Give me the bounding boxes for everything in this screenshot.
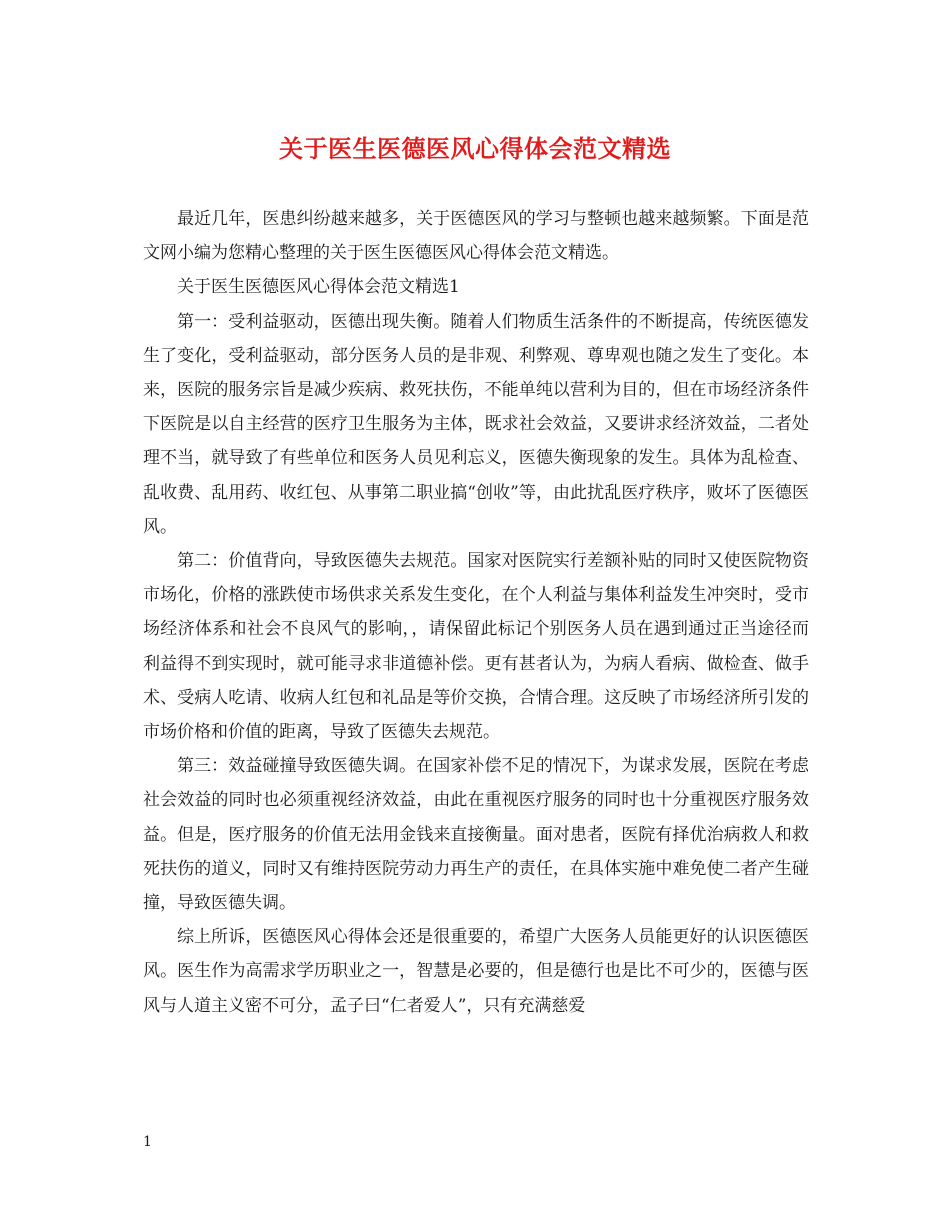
section-heading: 关于医生医德医风心得体会范文精选1 [177,277,460,298]
intro-paragraph: 最近几年，医患纠纷越来越多，关于医德医风的学习与整顿也越来越频繁。下面是范文网小编为您精心整理的关于医生医德医风心得体会范文精选。 [143,209,809,264]
paragraph-summary: 综上所诉，医德医风心得体会还是很重要的，希望广大医务人员能更好的认识医德医风。医生作为高需求学历职业之一，智慧是必要的，但是德行也是比不可少的，医德与医风与人道主义密不可分，孟子曰“仁者爱人”，只有充满慈爱 [143,927,809,1016]
paragraph-point-three: 第三：效益碰撞导致医德失调。在国家补偿不足的情况下，为谋求发展，医院在考虑社会效益的同时也必须重视经济效益，由此在重视医疗服务的同时也十分重视医疗服务效益。但是，医疗服务的价值无法用金钱来直接衡量。面对患者，医院有择优治病救人和救死扶伤的道义，同时又有维持医院劳动力再生产的责任，在具体实施中难免使二者产生碰撞，导致医德失调。 [143,756,809,914]
paragraph-point-one: 第一：受利益驱动，医德出现失衡。随着人们物质生活条件的不断提高，传统医德发生了变化，受利益驱动，部分医务人员的是非观、利弊观、尊卑观也随之发生了变化。本来，医院的服务宗旨是减少疾病、救死扶伤，不能单纯以营利为目的，但在市场经济条件下医院是以自主经营的医疗卫生服务为主体，既求社会效益，又要讲求经济效益，二者处理不当，就导致了有些单位和医务人员见利忘义，医德失衡现象的发生。具体为乱检查、乱收费、乱用药、收红包、从事第二职业搞“创收”等，由此扰乱医疗秩序，败坏了医德医风。 [143,311,809,537]
document-title: 关于医生医德医风心得体会范文精选 [279,134,671,163]
document-body [143,202,809,1023]
paragraph-point-two: 第二：价值背向，导致医德失去规范。国家对医院实行差额补贴的同时又使医院物资市场化，价格的涨跌使市场供求关系发生变化，在个人利益与集体利益发生冲突时，受市场经济体系和社会不良风气的影响，，请保留此标记个别医务人员在遇到通过正当途径而利益得不到实现时，就可能寻求非道德补偿。更有甚者认为，为病人看病、做检查、做手术、受病人吃请、收病人红包和礼品是等价交换，合情合理。这反映了市场经济所引发的市场价格和价值的距离，导致了医德失去规范。 [143,551,809,743]
page-number: 1 [143,1134,152,1150]
